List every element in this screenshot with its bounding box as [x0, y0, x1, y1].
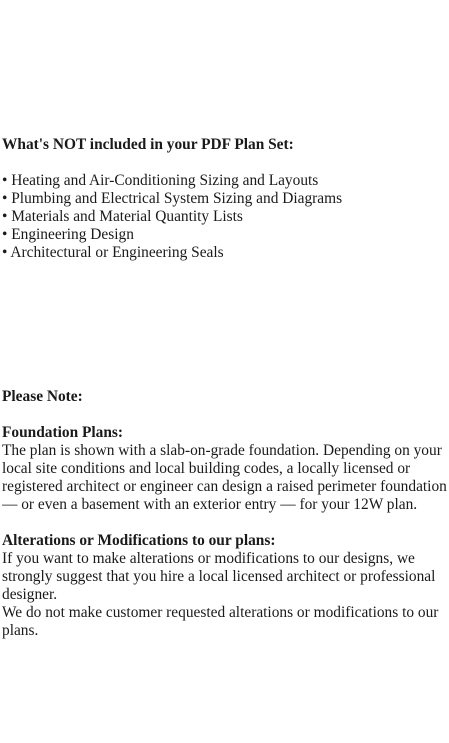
alterations-text: If you want to make alterations or modifications to our designs, we strongly suggest that you hire a local licensed architect or professional designer. — [2, 550, 436, 603]
foundation-heading: Foundation Plans: — [2, 424, 124, 441]
excluded-section — [2, 136, 448, 262]
excluded-item-hvac: • Heating and Air-Conditioning Sizing and Layouts — [2, 172, 319, 189]
excluded-item-engineering: • Engineering Design — [2, 226, 134, 243]
notes-section — [2, 388, 448, 640]
spacer — [2, 154, 448, 172]
excluded-heading: What's NOT included in your PDF Plan Set: — [2, 136, 294, 153]
excluded-item-plumbing-electrical: • Plumbing and Electrical System Sizing and Diagrams — [2, 190, 343, 207]
excluded-item-materials: • Materials and Material Quantity Lists — [2, 208, 243, 225]
spacer — [2, 406, 448, 424]
notes-heading: Please Note: — [2, 388, 83, 405]
foundation-text: The plan is shown with a slab-on-grade foundation. Depending on your local site conditions and local building codes, a locally licensed or registered architect or engineer can design a raised perimeter foundation — or even a basement with an exterior entry — for your 12W plan. — [2, 442, 447, 513]
spacer — [2, 514, 448, 532]
excluded-item-seals: • Architectural or Engineering Seals — [2, 244, 224, 261]
alterations-heading: Alterations or Modifications to our plans: — [2, 532, 276, 549]
alterations-policy-text: We do not make customer requested alterations or modifications to our plans. — [2, 604, 439, 639]
